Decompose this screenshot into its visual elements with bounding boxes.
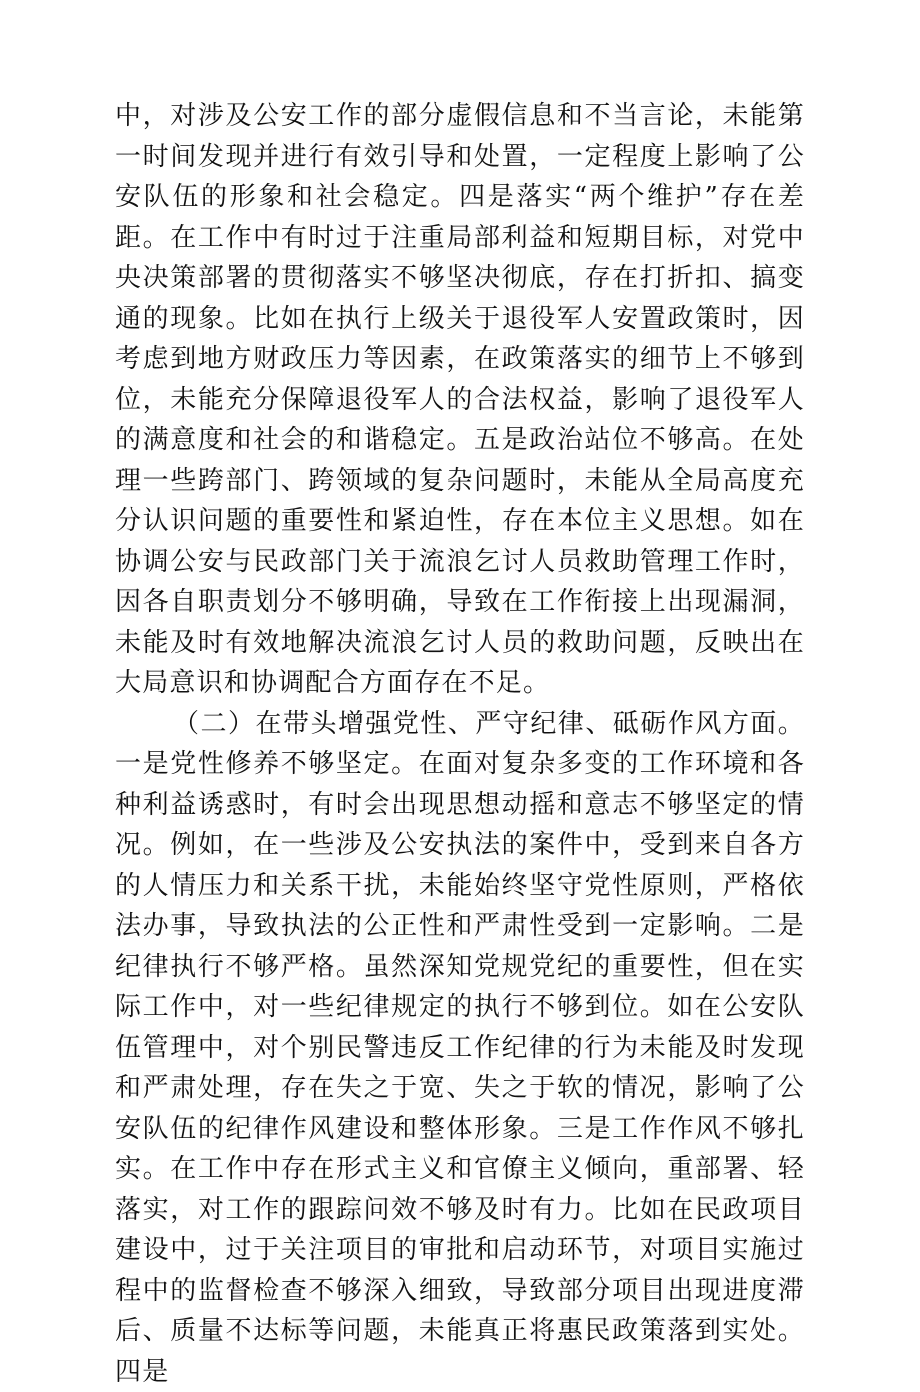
- paragraph-section-two: （二）在带头增强党性、严守纪律、砥砺作风方面。一是党性修养不够坚定。在面对复杂多变的工作环境和各种利益诱惑时，有时会出现思想动摇和意志不够坚定的情况。例如，在一些涉及公安执法的案件中，受到来自各方的人情压力和关系干扰，未能始终坚守党性原则，严格依法办事，导致执法的公正性和严肃性受到一定影响。二是纪律执行不够严格。虽然深知党规党纪的重要性，但在实际工作中，对一些纪律规定的执行不够到位。如在公安队伍管理中，对个别民警违反工作纪律的行为未能及时发现和严肃处理，存在失之于宽、失之于软的情况，影响了公安队伍的纪律作风建设和整体形象。三是工作作风不够扎实。在工作中存在形式主义和官僚主义倾向，重部署、轻落实，对工作的跟踪问效不够及时有力。比如在民政项目建设中，过于关注项目的审批和启动环节，对项目实施过程中的监督检查不够深入细致，导致部分项目出现进度滞后、质量不达标等问题，未能真正将惠民政策落到实处。四是: [115, 704, 805, 1392]
- paragraph-continuation: 中，对涉及公安工作的部分虚假信息和不当言论，未能第一时间发现并进行有效引导和处置，一定程度上影响了公安队伍的形象和社会稳定。四是落实“两个维护”存在差距。在工作中有时过于注重局部利益和短期目标，对党中央决策部署的贯彻落实不够坚决彻底，存在打折扣、搞变通的现象。比如在执行上级关于退役军人安置政策时，因考虑到地方财政压力等因素，在政策落实的细节上不够到位，未能充分保障退役军人的合法权益，影响了退役军人的满意度和社会的和谐稳定。五是政治站位不够高。在处理一些跨部门、跨领域的复杂问题时，未能从全局高度充分认识问题的重要性和紧迫性，存在本位主义思想。如在协调公安与民政部门关于流浪乞讨人员救助管理工作时，因各自职责划分不够明确，导致在工作衔接上出现漏洞，未能及时有效地解决流浪乞讨人员的救助问题，反映出在大局意识和协调配合方面存在不足。: [115, 96, 805, 704]
